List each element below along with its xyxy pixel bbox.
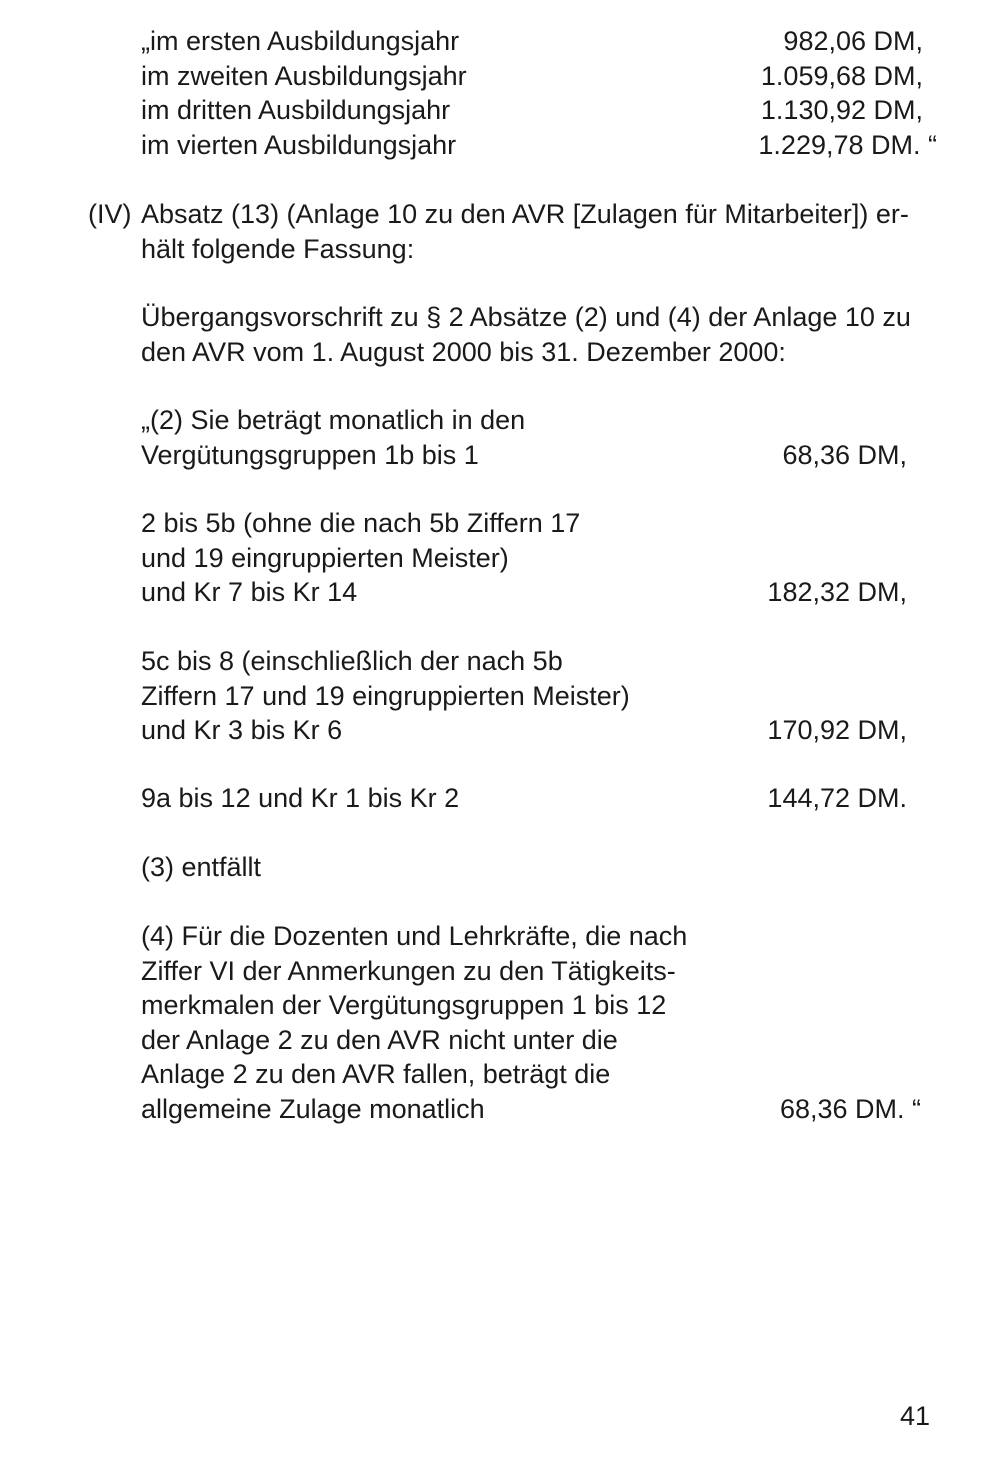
text-line-row [141,988,907,1023]
text-line: Ziffern 17 und 19 eingruppierten Meister) [141,680,630,711]
allowance-amount: 68,36 DM, [782,439,907,470]
row-amount: 1.130,92 DM, [760,95,923,125]
allowance-amount: 182,32 DM, [767,577,907,607]
text-line-row [141,919,907,954]
text-line-row [141,679,907,714]
text-line: Ziffer VI der Anmerkungen zu den Tätigkeits- [141,955,676,986]
text-line-row [141,438,907,473]
row-amount: 1.229,78 DM. “ [758,129,937,160]
text-line: 5c bis 8 (einschließlich der nach 5b [141,646,563,676]
allowance-amount: 68,36 DM. “ [779,1093,921,1124]
text-line: (3) entfällt [141,852,262,882]
text-line: merkmalen der Vergütungsgruppen 1 bis 12 [141,990,667,1020]
table-row [141,24,923,59]
section-marker: (IV) [88,199,132,229]
allowance-amount: 144,72 DM. [767,783,907,813]
text-line: und Kr 7 bis Kr 14 [141,577,358,607]
text-line: den AVR vom 1. August 2000 bis 31. Dezember 2000: [141,336,786,367]
text-line: Vergütungsgruppen 1b bis 1 [141,439,479,470]
row-label: im zweiten Ausbildungsjahr [141,60,467,91]
allowance-group [141,506,907,610]
paragraph-4 [141,919,921,1126]
row-label: „im ersten Ausbildungsjahr [141,26,460,56]
table-row [141,93,923,128]
row-label: im dritten Ausbildungsjahr [141,95,451,125]
text-line: und Kr 3 bis Kr 6 [141,715,343,745]
table-row [141,59,923,94]
text-line-row [141,403,907,438]
text-line-row [141,781,907,816]
text-line-row [141,575,907,610]
text-line-row [141,1057,907,1092]
allowance-group [141,781,907,816]
row-amount: 1.059,68 DM, [760,60,923,91]
page-number: 41 [899,1401,930,1431]
text-line: Absatz (13) (Anlage 10 zu den AVR [Zulagen für Mitarbeiter]) er- [141,199,909,229]
allowance-amount: 170,92 DM, [767,715,907,745]
text-line-row [141,541,907,576]
row-amount: 982,06 DM, [783,26,923,56]
paragraph-3 [141,850,261,885]
text-line-row [141,713,907,748]
text-line-row [141,1023,907,1058]
text-line: und 19 eingruppierten Meister) [141,542,509,573]
text-line: „(2) Sie beträgt monatlich in den [141,405,526,435]
text-line: Anlage 2 zu den AVR fallen, beträgt die [141,1059,611,1089]
row-label: im vierten Ausbildungsjahr [141,129,457,160]
training-years-table [141,24,937,162]
allowance-group [141,644,907,748]
text-line: allgemeine Zulage monatlich [141,1093,485,1124]
text-line: hält folgende Fassung: [141,233,415,264]
text-line-row [141,1092,921,1127]
text-line-row [141,644,907,679]
text-line: 9a bis 12 und Kr 1 bis Kr 2 [141,783,460,813]
text-line-row [141,954,907,989]
transition-heading [141,300,911,369]
text-line: 2 bis 5b (ohne die nach 5b Ziffern 17 [141,508,581,538]
section-iv-text [141,197,909,266]
text-line: Übergangsvorschrift zu § 2 Absätze (2) und (4) der Anlage 10 zu [141,302,911,332]
text-line: (4) Für die Dozenten und Lehrkräfte, die nach [141,921,688,951]
allowance-group [141,403,907,472]
table-row [141,128,937,163]
text-line: der Anlage 2 zu den AVR nicht unter die [141,1024,618,1055]
text-line-row [141,506,907,541]
